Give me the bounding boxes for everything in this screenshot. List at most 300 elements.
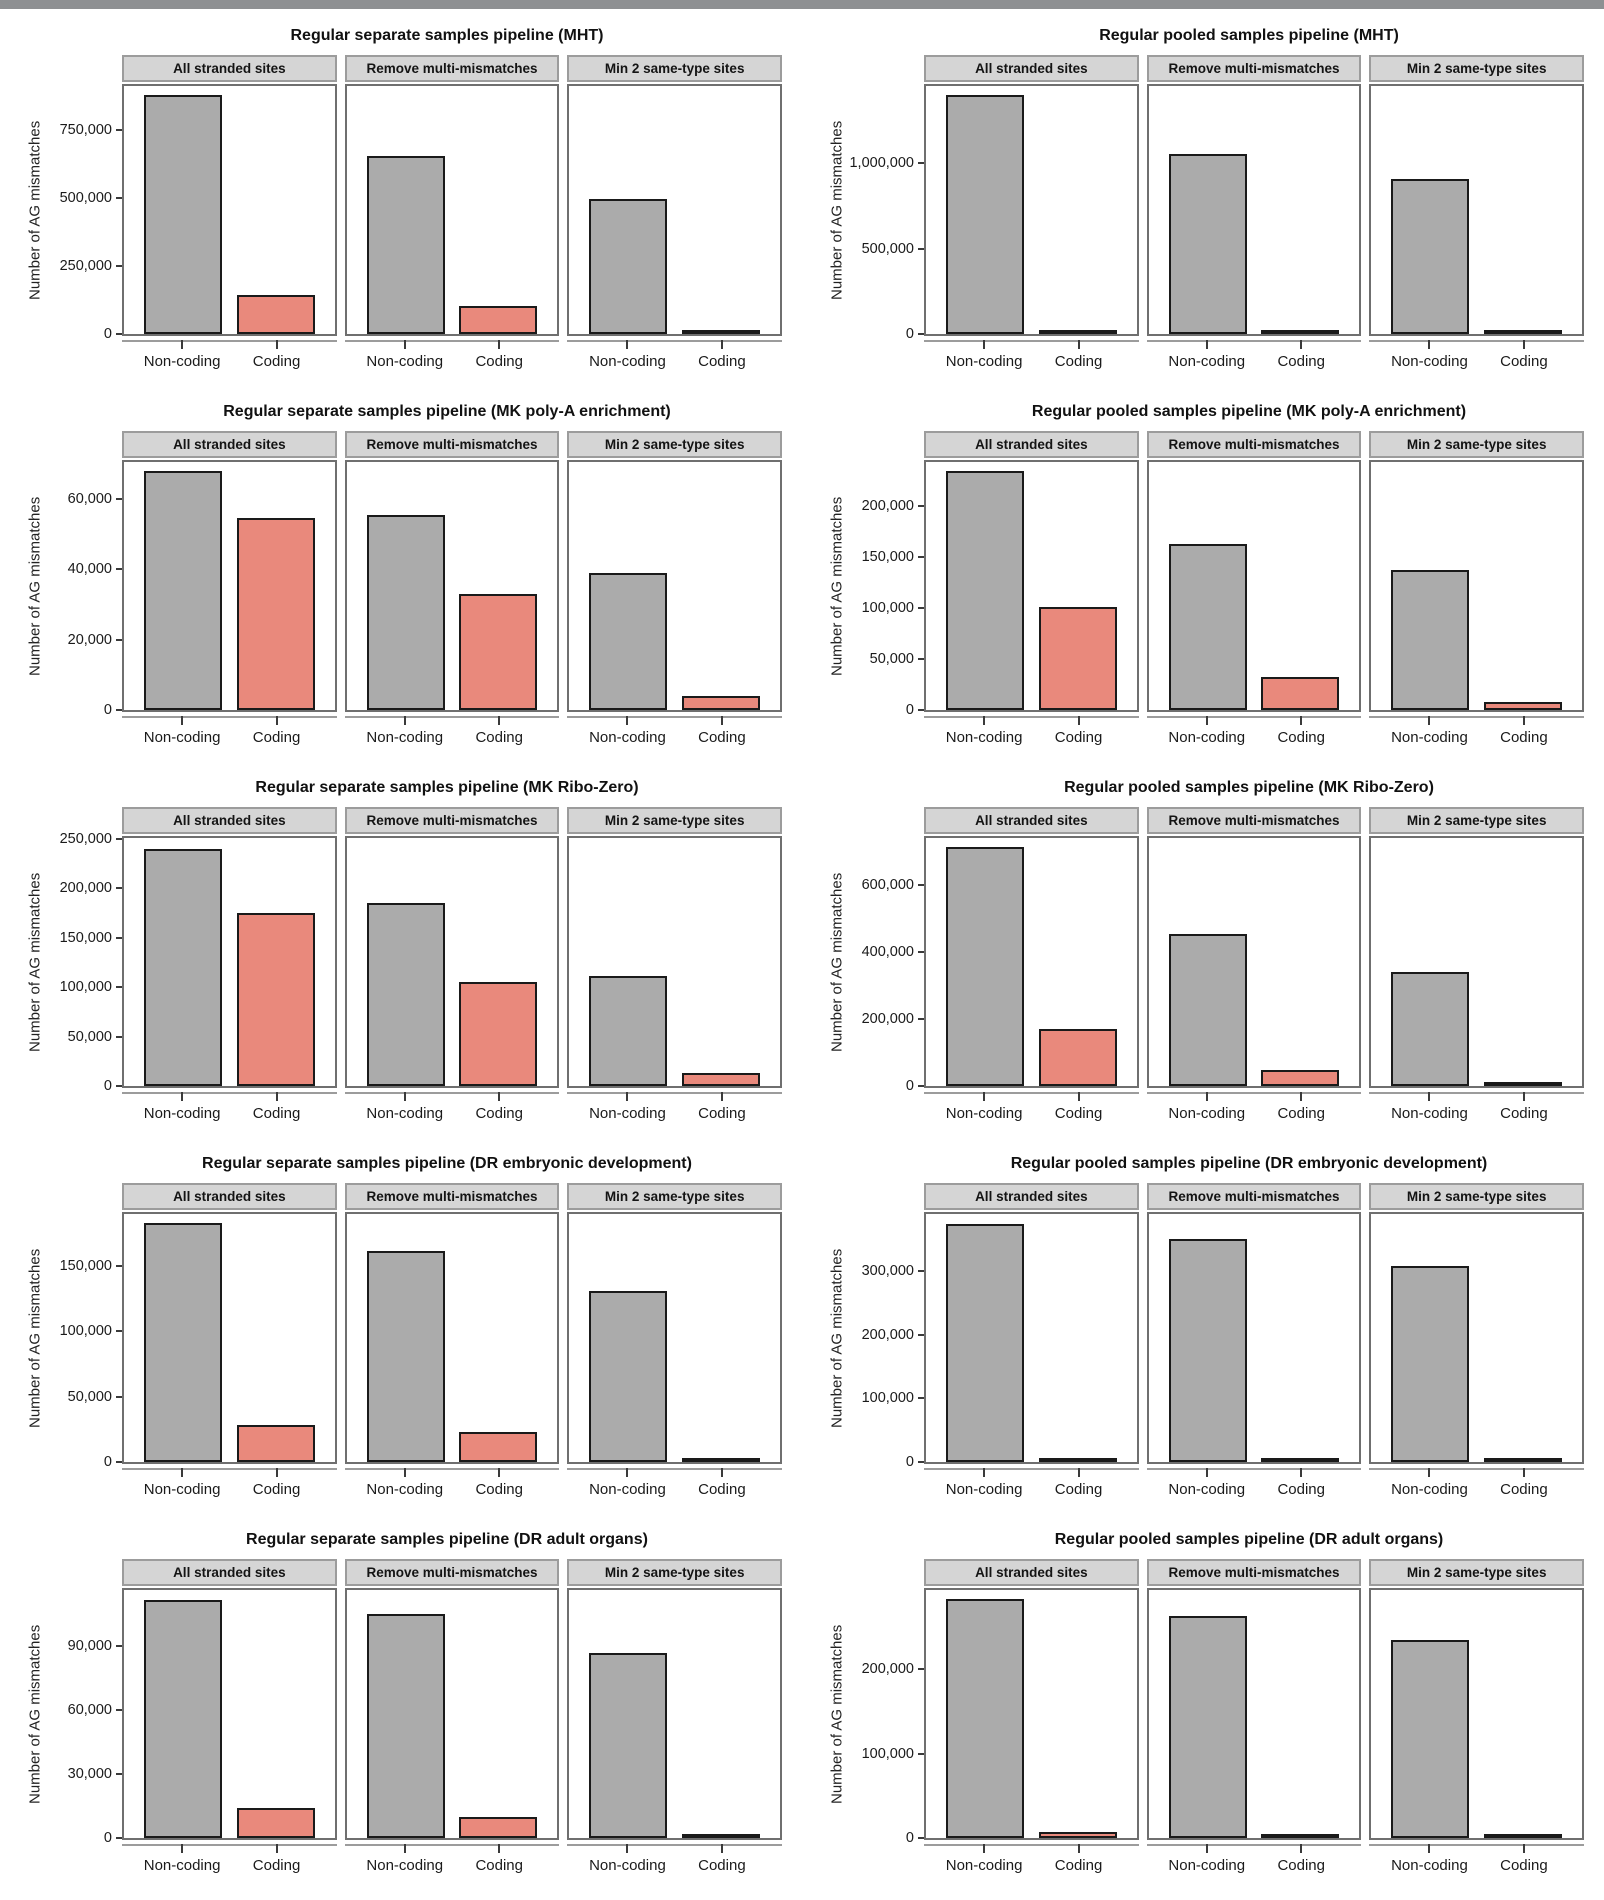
facet-row — [122, 1559, 792, 1886]
x-tick-mark — [1078, 340, 1080, 349]
facet-row — [924, 1559, 1594, 1886]
facet-strip-label: Min 2 same-type sites — [1406, 813, 1547, 828]
x-tick-label: Coding — [1500, 1105, 1548, 1122]
panel-grid — [824, 1183, 1594, 1510]
x-axis-line — [122, 1092, 337, 1094]
plot-area — [924, 84, 1139, 336]
facet — [345, 1559, 560, 1886]
facet-strip-label: Remove multi-mismatches — [366, 813, 538, 828]
facet-row — [122, 807, 792, 1134]
facet-strip — [1147, 807, 1362, 834]
y-axis — [850, 55, 924, 382]
bar-non-coding — [144, 471, 222, 710]
x-axis-line — [924, 1844, 1139, 1846]
y-tick-label: 200,000 — [59, 880, 112, 897]
x-tick-mark — [1428, 1468, 1430, 1477]
plot-area — [1369, 1212, 1584, 1464]
x-axis — [567, 1464, 782, 1510]
x-tick-label: Non-coding — [366, 729, 444, 746]
x-axis-line — [924, 716, 1139, 718]
x-tick-label: Non-coding — [945, 353, 1023, 370]
x-tick-mark — [1206, 1468, 1208, 1477]
panel-title: Regular pooled samples pipeline (DR adult organs) — [1054, 1531, 1444, 1548]
panel-title: Regular pooled samples pipeline (DR embryonic development) — [1010, 1155, 1488, 1172]
x-tick-mark — [1300, 340, 1302, 349]
facet — [924, 807, 1139, 1134]
facet-strip-label: Remove multi-mismatches — [1168, 437, 1340, 452]
facet-strip-label: All stranded sites — [173, 813, 286, 828]
y-tick-wrap — [48, 831, 122, 1094]
x-tick-mark — [498, 1092, 500, 1101]
panel-grid — [824, 431, 1594, 758]
y-axis-label-column — [22, 1183, 48, 1510]
facet-strip-label: Remove multi-mismatches — [366, 437, 538, 452]
bar-non-coding — [1391, 1266, 1469, 1462]
bar-coding — [1261, 330, 1339, 334]
plot-area — [122, 84, 337, 336]
y-tick — [862, 241, 924, 257]
facet — [924, 1183, 1139, 1510]
y-tick-wrap — [849, 84, 924, 342]
facet — [567, 807, 782, 1134]
y-tick-label: 200,000 — [861, 1011, 914, 1028]
y-tick-label: 300,000 — [861, 1263, 914, 1280]
facet-row — [924, 807, 1594, 1134]
x-tick-label: Coding — [252, 1857, 301, 1874]
bar-coding — [459, 306, 537, 334]
x-tick-mark — [404, 1468, 406, 1477]
x-tick-label: Coding — [475, 353, 524, 370]
bar-coding — [237, 913, 315, 1086]
x-tick-mark — [1300, 716, 1302, 725]
facet-strip — [1369, 1559, 1584, 1586]
facet — [567, 1183, 782, 1510]
facet — [1369, 1183, 1584, 1510]
bar-coding — [682, 1834, 760, 1838]
bar-non-coding — [1169, 544, 1247, 710]
y-axis — [48, 431, 122, 758]
bar-coding — [682, 1458, 760, 1462]
y-axis-label: Number of AG mismatches — [828, 496, 846, 676]
y-tick — [60, 930, 122, 946]
y-tick-label: 0 — [905, 1078, 914, 1094]
y-axis — [48, 1183, 122, 1510]
bar-coding — [1484, 1458, 1562, 1462]
y-tick-label: 250,000 — [59, 831, 112, 847]
x-tick-label: Coding — [475, 1105, 524, 1122]
x-tick-label: Non-coding — [1168, 1105, 1246, 1122]
x-axis — [345, 1464, 560, 1510]
y-tick-wrap — [48, 1212, 122, 1470]
x-tick-label: Non-coding — [589, 353, 666, 370]
x-axis — [924, 336, 1139, 382]
facet — [122, 55, 337, 382]
x-tick-label: Coding — [698, 1857, 746, 1874]
x-axis-line — [924, 1092, 1139, 1094]
facet-strip — [1147, 55, 1362, 82]
y-tick-wrap — [850, 1212, 924, 1470]
x-axis — [924, 1840, 1139, 1886]
x-tick-mark — [276, 716, 278, 725]
facet-strip — [924, 807, 1139, 834]
x-tick-label: Non-coding — [945, 1857, 1023, 1874]
x-tick-label: Coding — [1500, 1857, 1548, 1874]
x-tick-mark — [181, 1844, 183, 1853]
bar-coding — [1039, 607, 1117, 710]
facet — [924, 55, 1139, 382]
facet-row — [924, 431, 1594, 758]
x-tick-mark — [276, 1092, 278, 1101]
chart-panel — [802, 1147, 1604, 1523]
facet-strip — [924, 1183, 1139, 1210]
plot-area — [1369, 460, 1584, 712]
x-tick-mark — [181, 1092, 183, 1101]
x-axis-line — [345, 1844, 560, 1846]
chart-panel — [0, 1147, 802, 1523]
facet — [345, 1183, 560, 1510]
facet — [1369, 1559, 1584, 1886]
y-tick-label: 0 — [905, 702, 914, 718]
y-tick — [862, 498, 924, 514]
bar-non-coding — [946, 847, 1024, 1086]
y-tick — [60, 258, 122, 274]
x-tick-label: Non-coding — [1391, 1857, 1468, 1874]
facet-strip — [122, 1559, 337, 1586]
x-tick-label: Coding — [1054, 729, 1103, 746]
x-tick-label: Coding — [698, 729, 746, 746]
panel-grid — [22, 807, 792, 1134]
plot-area — [567, 1212, 782, 1464]
facet — [567, 1559, 782, 1886]
plot-area — [567, 1588, 782, 1840]
plot-area — [122, 460, 337, 712]
x-tick-mark — [721, 340, 723, 349]
x-tick-mark — [1078, 1468, 1080, 1477]
y-tick — [68, 632, 122, 648]
facet-strip-label: Min 2 same-type sites — [604, 813, 745, 828]
panel-title: Regular pooled samples pipeline (MK Ribo-Zero) — [1064, 779, 1434, 796]
x-tick-label: Coding — [252, 1481, 301, 1498]
x-tick-label: Non-coding — [1391, 1481, 1468, 1498]
facet — [1147, 431, 1362, 758]
y-tick-label: 20,000 — [67, 631, 112, 648]
x-tick-mark — [1523, 716, 1525, 725]
x-tick-mark — [1206, 340, 1208, 349]
x-tick-label: Non-coding — [143, 1857, 221, 1874]
x-tick-mark — [1206, 1844, 1208, 1853]
x-axis — [1147, 1464, 1362, 1510]
x-tick-mark — [721, 716, 723, 725]
x-tick-mark — [1523, 1844, 1525, 1853]
bar-coding — [682, 330, 760, 334]
plot-area — [924, 460, 1139, 712]
y-tick-label: 150,000 — [59, 1258, 112, 1275]
facet-strip-label: Min 2 same-type sites — [1406, 1565, 1547, 1580]
x-axis-line — [122, 340, 337, 342]
chart-panel — [802, 771, 1604, 1147]
y-tick — [862, 1661, 924, 1677]
panel-grid — [824, 1559, 1594, 1886]
y-tick — [104, 1454, 122, 1470]
facet-strip — [122, 807, 337, 834]
bar-non-coding — [589, 573, 667, 710]
y-tick — [60, 122, 122, 138]
x-axis — [345, 712, 560, 758]
facet-strip — [122, 1183, 337, 1210]
x-axis — [122, 1464, 337, 1510]
y-tick — [862, 1390, 924, 1406]
plot-area — [567, 460, 782, 712]
y-tick-wrap — [850, 836, 924, 1094]
bar-non-coding — [144, 95, 222, 334]
y-tick-wrap — [850, 1588, 924, 1846]
facet-strip-label: All stranded sites — [173, 61, 286, 76]
bar-coding — [1039, 1029, 1117, 1086]
y-tick — [68, 491, 122, 507]
x-tick-mark — [983, 1844, 985, 1853]
x-tick-mark — [1428, 340, 1430, 349]
y-tick-label: 500,000 — [59, 190, 112, 207]
bar-non-coding — [367, 1251, 445, 1462]
x-tick-label: Non-coding — [1168, 353, 1246, 370]
x-tick-mark — [1523, 340, 1525, 349]
x-tick-mark — [404, 1092, 406, 1101]
y-tick-label: 1,000,000 — [849, 155, 914, 172]
bar-coding — [237, 518, 315, 710]
facet-strip — [567, 55, 782, 82]
x-tick-mark — [276, 340, 278, 349]
facet-strip — [924, 431, 1139, 458]
y-axis-label-column — [22, 55, 48, 382]
x-tick-mark — [498, 340, 500, 349]
facet-strip — [1369, 55, 1584, 82]
y-axis — [850, 431, 924, 758]
x-tick-label: Coding — [1054, 1481, 1103, 1498]
facet-strip-label: Remove multi-mismatches — [1168, 1189, 1340, 1204]
x-axis-line — [345, 340, 560, 342]
plot-area — [924, 1212, 1139, 1464]
plot-area — [1147, 84, 1362, 336]
plot-area — [122, 1588, 337, 1840]
x-tick-label: Non-coding — [366, 1105, 444, 1122]
facet — [924, 431, 1139, 758]
y-tick-label: 400,000 — [861, 944, 914, 961]
y-tick — [60, 1323, 122, 1339]
x-axis-line — [567, 716, 782, 718]
x-tick-mark — [181, 1468, 183, 1477]
y-tick-label: 100,000 — [861, 1390, 914, 1407]
x-tick-label: Non-coding — [1168, 1481, 1246, 1498]
x-axis-line — [1147, 340, 1362, 342]
x-axis — [345, 1840, 560, 1886]
x-tick-mark — [1300, 1844, 1302, 1853]
bar-coding — [1484, 1834, 1562, 1838]
x-tick-mark — [1300, 1468, 1302, 1477]
facet-strip — [1147, 1559, 1362, 1586]
facet — [122, 1183, 337, 1510]
x-tick-label: Coding — [698, 1105, 746, 1122]
y-axis — [850, 807, 924, 1134]
facet-strip-label: Min 2 same-type sites — [1406, 437, 1547, 452]
facet — [1369, 55, 1584, 382]
bar-coding — [1261, 1834, 1339, 1838]
facet — [122, 431, 337, 758]
bar-non-coding — [367, 1614, 445, 1838]
bar-non-coding — [367, 903, 445, 1086]
bar-non-coding — [144, 1600, 222, 1838]
x-axis-line — [345, 1468, 560, 1470]
x-axis-line — [1147, 1468, 1362, 1470]
x-tick-label: Coding — [1277, 729, 1326, 746]
y-tick — [60, 880, 122, 896]
x-tick-mark — [626, 1844, 628, 1853]
y-tick-label: 600,000 — [861, 877, 914, 894]
bar-non-coding — [1169, 934, 1247, 1086]
y-tick — [68, 1029, 122, 1045]
x-tick-label: Coding — [252, 1105, 301, 1122]
x-axis-line — [567, 1468, 782, 1470]
y-tick-label: 150,000 — [59, 929, 112, 946]
y-tick — [104, 1830, 122, 1846]
y-axis-label: Number of AG mismatches — [828, 1248, 846, 1428]
y-tick — [906, 1454, 924, 1470]
x-axis — [122, 1840, 337, 1886]
y-tick-label: 100,000 — [861, 1745, 914, 1762]
x-axis — [924, 1088, 1139, 1134]
x-tick-mark — [1428, 716, 1430, 725]
facet-strip-label: All stranded sites — [173, 1189, 286, 1204]
y-tick-label: 150,000 — [861, 548, 914, 565]
panel-grid — [22, 1559, 792, 1886]
facet-strip-label: Remove multi-mismatches — [1168, 813, 1340, 828]
facet — [122, 807, 337, 1134]
y-tick-label: 60,000 — [67, 1702, 112, 1719]
x-axis — [345, 1088, 560, 1134]
y-tick — [849, 155, 924, 171]
y-tick-label: 0 — [103, 1454, 112, 1470]
x-tick-label: Non-coding — [143, 1481, 221, 1498]
x-axis-line — [924, 1468, 1139, 1470]
x-tick-label: Coding — [475, 1481, 524, 1498]
bar-coding — [1484, 702, 1562, 710]
facet-strip-label: Remove multi-mismatches — [366, 61, 538, 76]
x-tick-label: Non-coding — [589, 1481, 666, 1498]
plot-area — [345, 84, 560, 336]
x-tick-label: Coding — [1277, 1857, 1326, 1874]
facet-strip — [345, 1559, 560, 1586]
x-tick-mark — [983, 1468, 985, 1477]
facet — [122, 1559, 337, 1886]
x-tick-mark — [721, 1468, 723, 1477]
facet-strip-label: Min 2 same-type sites — [604, 437, 745, 452]
facet — [345, 431, 560, 758]
y-tick — [60, 979, 122, 995]
plot-area — [567, 836, 782, 1088]
y-tick-label: 0 — [103, 1830, 112, 1846]
x-axis-line — [1147, 716, 1362, 718]
facet-strip — [567, 1559, 782, 1586]
bar-coding — [682, 696, 760, 710]
bar-coding — [237, 1425, 315, 1462]
y-axis — [850, 1559, 924, 1886]
facet-row — [122, 431, 792, 758]
y-axis — [48, 807, 122, 1134]
x-tick-mark — [626, 1092, 628, 1101]
panel-grid — [22, 1183, 792, 1510]
bar-coding — [459, 1432, 537, 1462]
bar-non-coding — [1169, 1616, 1247, 1838]
facet — [1147, 807, 1362, 1134]
facet-row — [924, 55, 1594, 382]
facet — [1147, 1559, 1362, 1886]
facet-strip — [924, 1559, 1139, 1586]
panel-grid — [824, 807, 1594, 1134]
plot-area — [122, 1212, 337, 1464]
plot-area — [567, 84, 782, 336]
y-axis-label: Number of AG mismatches — [828, 1624, 846, 1804]
x-tick-label: Coding — [1500, 1481, 1548, 1498]
y-tick-label: 750,000 — [59, 122, 112, 139]
facet-strip — [1369, 807, 1584, 834]
y-tick-label: 30,000 — [67, 1766, 112, 1783]
y-tick-label: 0 — [103, 1078, 112, 1094]
y-tick — [862, 549, 924, 565]
bar-non-coding — [589, 1653, 667, 1838]
y-tick — [862, 1327, 924, 1343]
y-tick-label: 0 — [905, 1454, 914, 1470]
y-tick-label: 50,000 — [67, 1388, 112, 1405]
y-tick — [60, 1258, 122, 1274]
y-axis-label-column — [22, 1559, 48, 1886]
y-tick-label: 60,000 — [67, 490, 112, 507]
bar-coding — [1039, 1458, 1117, 1462]
facet — [345, 807, 560, 1134]
plot-area — [1147, 836, 1362, 1088]
x-tick-label: Coding — [1277, 353, 1326, 370]
facet-strip — [345, 55, 560, 82]
facet-row — [924, 1183, 1594, 1510]
facet-strip — [122, 55, 337, 82]
y-axis-label: Number of AG mismatches — [26, 1624, 44, 1804]
facet-strip-label: Min 2 same-type sites — [1406, 61, 1547, 76]
x-axis-line — [122, 1844, 337, 1846]
plot-area — [345, 1212, 560, 1464]
x-tick-label: Coding — [698, 1481, 746, 1498]
chart-panel — [802, 395, 1604, 771]
x-axis — [1147, 336, 1362, 382]
facet — [1147, 1183, 1362, 1510]
bar-coding — [1261, 1070, 1339, 1086]
panel-grid — [22, 431, 792, 758]
x-tick-label: Non-coding — [366, 1857, 444, 1874]
x-tick-label: Coding — [1277, 1105, 1326, 1122]
facet-strip-label: Min 2 same-type sites — [1406, 1189, 1547, 1204]
y-axis — [850, 1183, 924, 1510]
x-axis — [567, 1840, 782, 1886]
window-top-edge — [0, 0, 1604, 9]
facet-strip — [567, 431, 782, 458]
y-tick-wrap — [48, 84, 122, 342]
panel-title: Regular separate samples pipeline (MK poly-A enrichment) — [223, 403, 671, 420]
x-tick-label: Non-coding — [945, 1105, 1023, 1122]
x-tick-mark — [181, 340, 183, 349]
facet-strip-label: Remove multi-mismatches — [1168, 1565, 1340, 1580]
y-axis-label: Number of AG mismatches — [26, 496, 44, 676]
y-tick-label: 0 — [103, 326, 112, 342]
plot-area — [1369, 1588, 1584, 1840]
y-axis-label: Number of AG mismatches — [26, 1248, 44, 1428]
y-axis-label: Number of AG mismatches — [828, 120, 846, 300]
